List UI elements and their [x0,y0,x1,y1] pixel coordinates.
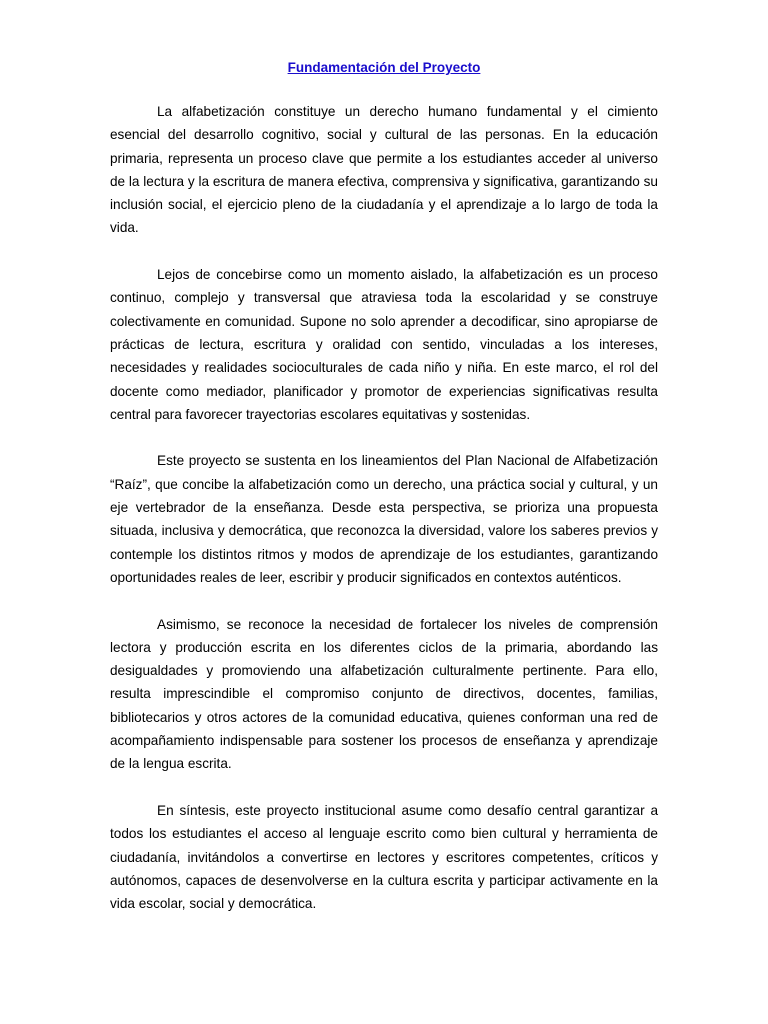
paragraph-2: Lejos de concebirse como un momento aislado, la alfabetización es un proceso continuo, complejo y transversal que atraviesa toda la escolaridad y se construye colectivamente en comunidad. Supone no solo aprender a decodificar, sino apropiarse de prácticas de lectura, escritura y oralidad con sentido, vinculadas a los intereses, necesidades y realidades socioculturales de cada niño y niña. En este marco, el rol del docente como mediador, planificador y promotor de experiencias significativas resulta central para favorecer trayectorias escolares equitativas y sostenidas. [110,267,658,422]
paragraph-3: Este proyecto se sustenta en los lineamientos del Plan Nacional de Alfabetización “Raíz”, que concibe la alfabetización como un derecho, una práctica social y cultural, y un eje vertebrador de la enseñanza. Desde esta perspectiva, se prioriza una propuesta situada, inclusiva y democrática, que reconozca la diversidad, valore los saberes previos y contemple los distintos ritmos y modos de aprendizaje de los estudiantes, garantizando oportunidades reales de leer, escribir y producir significados en contextos auténticos. [110,453,658,585]
document-title: Fundamentación del Proyecto [287,60,481,75]
paragraph-1: La alfabetización constituye un derecho humano fundamental y el cimiento esencial del desarrollo cognitivo, social y cultural de las personas. En la educación primaria, representa un proceso clave que permite a los estudiantes acceder al universo de la lectura y la escritura de manera efectiva, comprensiva y significativa, garantizando su inclusión social, el ejercicio pleno de la ciudadanía y el aprendizaje a lo largo de toda la vida. [110,104,658,236]
document-page [110,58,658,939]
paragraph-5: En síntesis, este proyecto institucional asume como desafío central garantizar a todos los estudiantes el acceso al lenguaje escrito como bien cultural y herramienta de ciudadanía, invitándolos a convertirse en lectores y escritores competentes, críticos y autónomos, capaces de desenvolverse en la cultura escrita y participar activamente en la vida escolar, social y democrática. [110,802,658,912]
paragraph-4: Asimismo, se reconoce la necesidad de fortalecer los niveles de comprensión lectora y producción escrita en los diferentes ciclos de la primaria, abordando las desigualdades y promoviendo una alfabetización culturalmente pertinente. Para ello, resulta imprescindible el compromiso conjunto de directivos, docentes, familias, bibliotecarios y otros actores de la comunidad educativa, quienes conforman una red de acompañamiento indispensable para sostener los procesos de enseñanza y aprendizaje de la lengua escrita. [110,616,658,772]
